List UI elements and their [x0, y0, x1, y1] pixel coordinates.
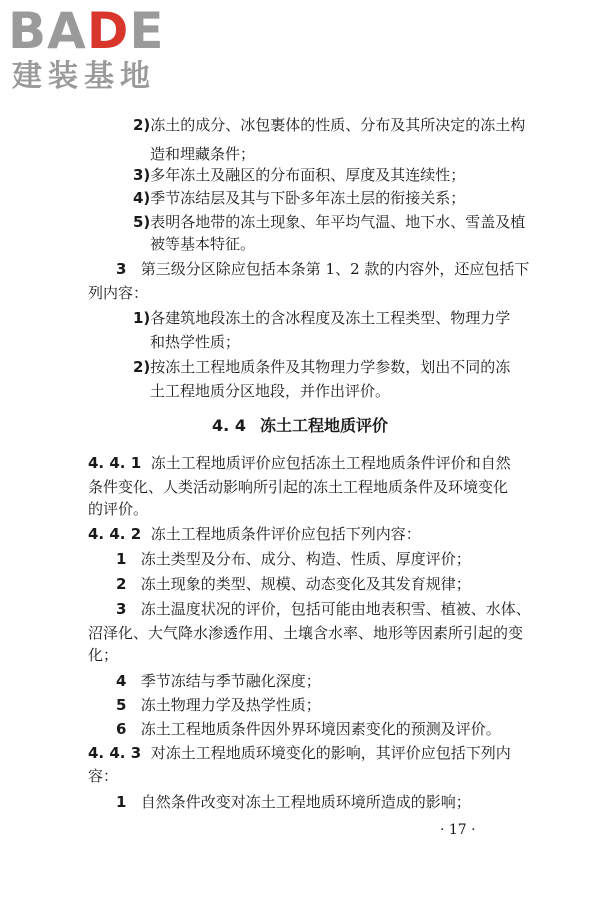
section-heading: 4. 4 冻土工程地质评价	[212, 416, 388, 435]
list-item: 2 冻土现象的类型、规模、动态变化及其发育规律；	[116, 575, 471, 593]
list-item: 2)按冻土工程地质条件及其物理力学参数，划出不同的冻	[133, 358, 511, 376]
list-item-continued: 被等基本特征。	[150, 235, 256, 253]
brand-logo	[8, 4, 178, 94]
clause-4-4-2: 4. 4. 2 冻土工程地质条件评价应包括下列内容：	[88, 525, 421, 543]
list-item-continued: 沼泽化、大气降水渗透作用、土壤含水率、地形等因素所引起的变	[88, 624, 524, 642]
logo-wordmark: BADE	[8, 2, 165, 60]
list-item: 4 季节冻结与季节融化深度；	[116, 672, 321, 690]
logo-subtitle: 建装基地	[12, 59, 156, 94]
clause-4-4-3: 4. 4. 3 对冻土工程地质环境变化的影响，其评价应包括下列内	[88, 744, 511, 762]
clause-4-4-3-continued: 容：	[88, 767, 119, 785]
list-item: 1 冻土类型及分布、成分、构造、性质、厚度评价；	[116, 550, 471, 568]
list-item-continued: 和热学性质；	[150, 333, 241, 351]
clause-3-continued: 列内容：	[88, 284, 149, 302]
list-item: 3)多年冻土及融区的分布面积、厚度及其连续性；	[133, 166, 466, 184]
list-item: 1 自然条件改变对冻土工程地质环境所造成的影响；	[116, 793, 471, 811]
list-item-continued: 化；	[88, 646, 119, 664]
clause-4-4-1-continued: 的评价。	[88, 500, 149, 518]
list-item-continued: 土工程地质分区地段，并作出评价。	[150, 382, 391, 400]
list-item: 3 冻土温度状况的评价，包括可能由地表积雪、植被、水体、	[116, 600, 531, 618]
list-item: 6 冻土工程地质条件因外界环境因素变化的预测及评价。	[116, 720, 501, 738]
clause-4-4-1: 4. 4. 1 冻土工程地质评价应包括冻土工程地质条件评价和自然	[88, 454, 511, 472]
list-item: 1)各建筑地段冻土的含冰程度及冻土工程类型、物理力学	[133, 309, 511, 327]
list-item: 4)季节冻结层及其与下卧多年冻土层的衔接关系；	[133, 189, 466, 207]
list-item: 2)冻土的成分、冰包裹体的性质、分布及其所决定的冻土构	[133, 116, 526, 134]
clause-4-4-1-continued: 条件变化、人类活动影响所引起的冻土工程地质条件及环境变化	[88, 478, 509, 496]
list-item: 5)表明各地带的冻土现象、年平均气温、地下水、雪盖及植	[133, 213, 526, 231]
list-item-continued: 造和埋藏条件；	[150, 145, 256, 163]
list-item: 5 冻土物理力学及热学性质；	[116, 696, 321, 714]
clause-3: 3 第三级分区除应包括本条第 1、2 款的内容外，还应包括下	[116, 260, 530, 278]
page-number: · 17 ·	[440, 822, 476, 838]
